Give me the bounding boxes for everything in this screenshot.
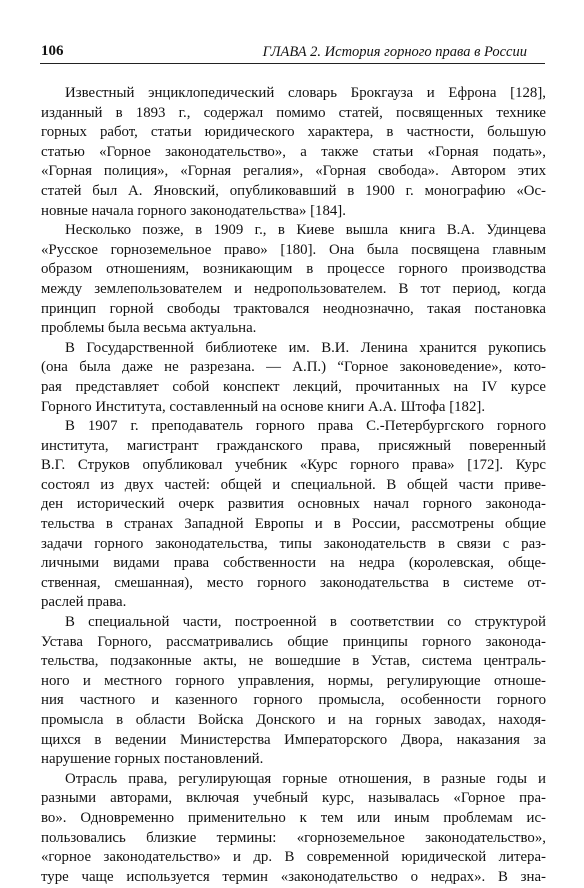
text-line: В специальной части, построенной в соответствии со структурой [65,614,546,631]
text-line: В.Г. Струков опубликовал учебник «Курс горного права» [172]. Курс [41,457,546,474]
text-line: проблемы была весьма актуальна. [41,320,257,337]
text-line: образом отношениям, возникающим в процессе горного производства [41,261,546,278]
text-line: между землепользователем и недропользователем. В тот период, когда [41,280,546,297]
text-line: «Русское горноземельное право» [180]. Она была посвящена главным [41,241,546,258]
paragraph [41,417,546,613]
paragraph [41,84,546,221]
text-line: В Государственной библиотеке им. В.И. Ленина хранится рукопись [65,339,546,356]
text-line: В 1907 г. преподаватель горного права С.-Петербургского горного [65,418,546,435]
text-line: задачи горного законодательства, типы законодательств в связи с раз- [41,535,546,552]
text-line: статью «Горное законодательство», а также статьи «Горная подать», [41,143,546,160]
text-line: Несколько позже, в 1909 г., в Киеве вышла книга В.А. Удинцева [65,222,546,239]
text-line: ния частного и казенного горного промысла, особенности горного [41,692,546,709]
text-line: «Горная полиция», «Горная регалия», «Горная свобода». Автором этих [41,163,546,180]
text-line: тельства в странах Западной Европы и в России, рассмотрены общие [41,516,546,533]
text-line: щихся в ведении Министерства Императорского Двора, наказания за [41,731,546,748]
text-line: принцип горной свободы трактовался неоднозначно, такая постановка [41,300,546,317]
text-line: статей был А. Яновский, опубликовавший в 1900 г. монографию «Ос- [41,182,546,199]
page-number: 106 [41,43,64,59]
text-line: новные начала горного законодательства» [184]. [41,202,346,219]
text-line: во». Одновременно применительно к тем или иным проблемам ис- [41,809,546,826]
text-line: горных работ, статьи юридического характера, в частности, большую [41,124,546,141]
text-line: раслей права. [41,594,127,611]
text-line: нарушение горных постановлений. [41,751,264,768]
paragraph [41,221,546,339]
text-line: тельства, подзаконные акты, не вошедшие в Устав, система централь- [41,653,546,670]
text-line: «горное законодательство» и др. В современной юридической литера- [41,849,546,866]
text-line: Устава Горного, рассматривались общие принципы горного законода- [41,633,546,650]
paragraph [41,613,546,770]
text-line: Известный энциклопедический словарь Брокгауза и Ефрона [128], [65,85,546,101]
text-line: Отрасль права, регулирующая горные отношения, в разные годы и [65,770,546,787]
body-text [41,84,546,887]
text-line: рая представляет собой конспект лекций, прочитанных на IV курсе [41,378,546,395]
text-line: Горного Института, составленный на основе книги А.А. Штофа [182]. [41,398,486,415]
text-line: ного и местного горного управления, нормы, регулирующие отноше- [41,672,546,689]
text-line: пользовались близкие термины: «горноземельное законодательство», [41,829,546,846]
text-line: изданный в 1893 г., содержал помимо статей, посвященных технике [41,104,546,121]
text-line: разными авторами, включая учебный курс, называлась «Горное пра- [41,790,546,807]
text-line: личными видами права собственности на недра (королевская, обще- [41,555,546,572]
text-line: ственная, смешанная), место горного законодательства в системе от- [41,574,546,591]
text-line: (она была даже не разрезана. — А.П.) “Горное законоведение», кото- [41,359,546,376]
text-line: института, магистрант гражданского права, присяжный поверенный [41,437,546,454]
paragraph [41,339,546,417]
text-line: промысла в области Войска Донского и на горных заводах, находя- [41,712,546,728]
text-line: туре чаще используется термин «законодательство о недрах». В зна- [41,868,546,885]
text-line: ден исторический очерк развития основных начал горного законода- [41,496,546,513]
running-head: ГЛАВА 2. История горного права в России [262,44,527,60]
page-header [40,41,545,64]
paragraph [41,770,546,888]
text-line: состоял из двух частей: общей и специальной. В общей части приве- [41,476,546,493]
